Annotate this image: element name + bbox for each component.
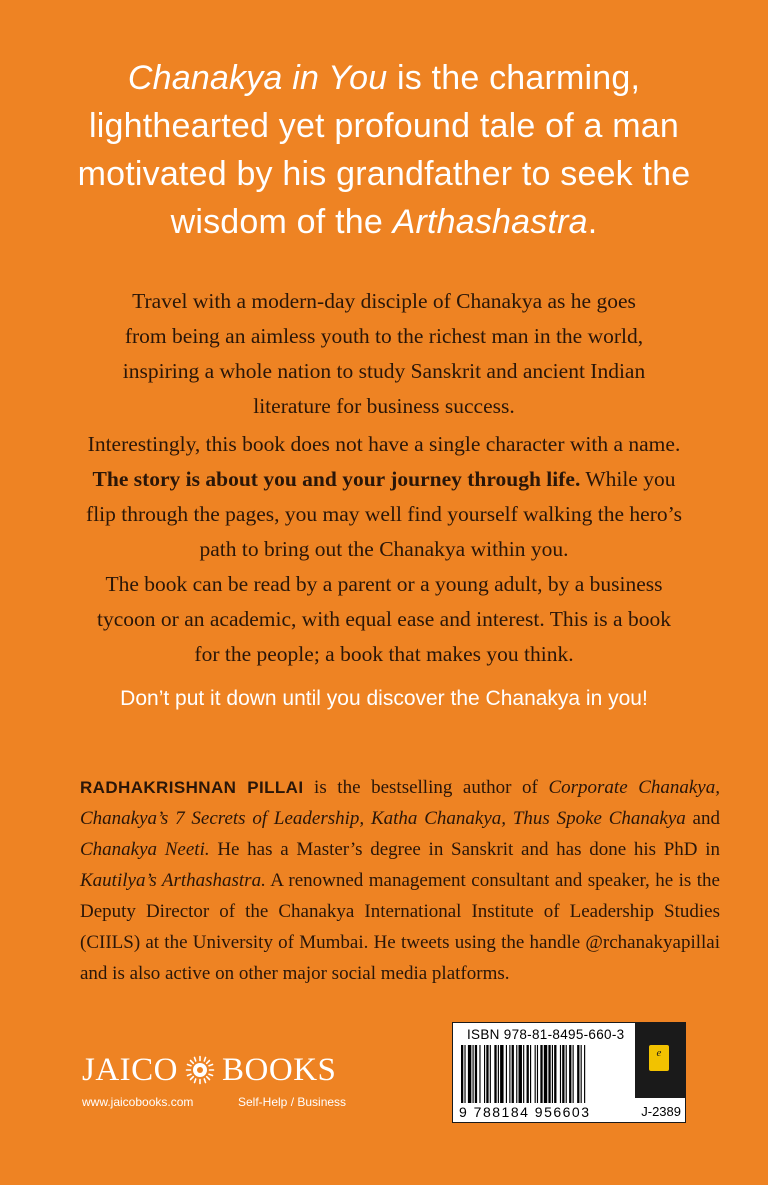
book-title: Chanakya in You (127, 59, 388, 97)
barcode-bar (475, 1045, 477, 1103)
barcode-bar (484, 1045, 485, 1103)
barcode-bar (562, 1045, 564, 1103)
barcode-bar (554, 1045, 556, 1103)
barcode-bar (479, 1045, 480, 1103)
barcode-bar (486, 1045, 488, 1103)
barcode-panel (452, 1022, 686, 1123)
barcode-bar (512, 1045, 514, 1103)
barcode-bar (537, 1045, 538, 1103)
barcode-bar (500, 1045, 503, 1103)
blurb-line-2: lighthearted yet profound tale of a man (89, 107, 679, 145)
publisher-logo: JAICO BOOKS (82, 1052, 337, 1088)
barcode-bar (519, 1045, 522, 1103)
author-bio: RADHAKRISHNAN PILLAI is the bestselling author of Corporate Chanakya, Chanakya’s 7 Secrets of Leadership, Katha Chanakya, Thus Spoke Chanakya and Chanakya Neeti. He has a Master’s degree in Sanskrit and has done his PhD in Kautilya’s Arthashastra. A renowned management consultant and speaker, he is the Deputy Director of the Chanakya International Institute of Leadership Studies (CIILS) at the University of Mumbai. He tweets using the handle @rchanakyapillai and is also active on other major social media platforms. (80, 777, 721, 984)
paragraph-audience: The book can be read by a parent or a young adult, by a business tycoon or an academic, with equal ease and interest. This is a book for the people; a book that makes you think. (97, 572, 671, 666)
barcode-bar (490, 1045, 491, 1103)
blurb-line-3: motivated by his grandfather to seek the (77, 155, 691, 193)
jaico-sun-icon (185, 1055, 215, 1085)
barcode-bar (573, 1045, 574, 1103)
publisher-url[interactable]: www.jaicobooks.com (82, 1095, 194, 1109)
barcode-bar (498, 1045, 499, 1103)
barcode-bar (494, 1045, 496, 1103)
barcode-bar (577, 1045, 579, 1103)
paragraph-travel: Travel with a modern-day disciple of Chanakya as he goes from being an aimless youth to the richest man in the world, inspiring a whole nation to study Sanskrit and ancient Indian literature for business success. (122, 289, 646, 418)
barcode-bar (468, 1045, 471, 1103)
book-category: Self-Help / Business (238, 1095, 347, 1109)
barcode-bar (552, 1045, 553, 1103)
barcode-bar (523, 1045, 524, 1103)
ebook-badge (635, 1023, 685, 1098)
barcode-bar (544, 1045, 547, 1103)
author-name: RADHAKRISHNAN PILLAI (80, 778, 304, 797)
barcode-bar (548, 1045, 550, 1103)
barcode-bar (540, 1045, 542, 1103)
barcode-bar (527, 1045, 529, 1103)
blurb-line-4: wisdom of the Arthashastra. (170, 203, 598, 241)
ebook-icon: e (649, 1045, 669, 1071)
emphasis-text: The story is about you and your journey through life. (92, 467, 581, 491)
barcode-bar (535, 1045, 536, 1103)
barcode-bar (509, 1045, 510, 1103)
barcode-bar (473, 1045, 474, 1103)
barcode-bar (506, 1045, 507, 1103)
call-to-action: Don’t put it down until you discover the Chanakya in you! (120, 687, 648, 710)
barcode-bar (566, 1045, 567, 1103)
catalog-code: J-2389 (641, 1104, 681, 1119)
barcode (459, 1045, 627, 1103)
barcode-bar (560, 1045, 561, 1103)
barcode-bar (464, 1045, 465, 1103)
blurb-line-1: Chanakya in You is the charming, (127, 59, 641, 97)
barcode-bar (530, 1045, 531, 1103)
paragraph-interestingly: Interestingly, this book does not have a single character with a name. The story is about you and your journey through life. While you flip through the pages, you may well find yourself walking the hero’s path to bring out the Chanakya within you. (86, 432, 682, 561)
isbn-text: ISBN 978-81-8495-660-3 (467, 1027, 625, 1042)
blurb-heading (40, 54, 728, 246)
barcode-number: 9 788184 956603 (459, 1104, 591, 1120)
barcode-bar (516, 1045, 517, 1103)
barcode-bar (461, 1045, 463, 1103)
barcode-bar (584, 1045, 585, 1103)
barcode-bar (581, 1045, 582, 1103)
barcode-bar (569, 1045, 571, 1103)
